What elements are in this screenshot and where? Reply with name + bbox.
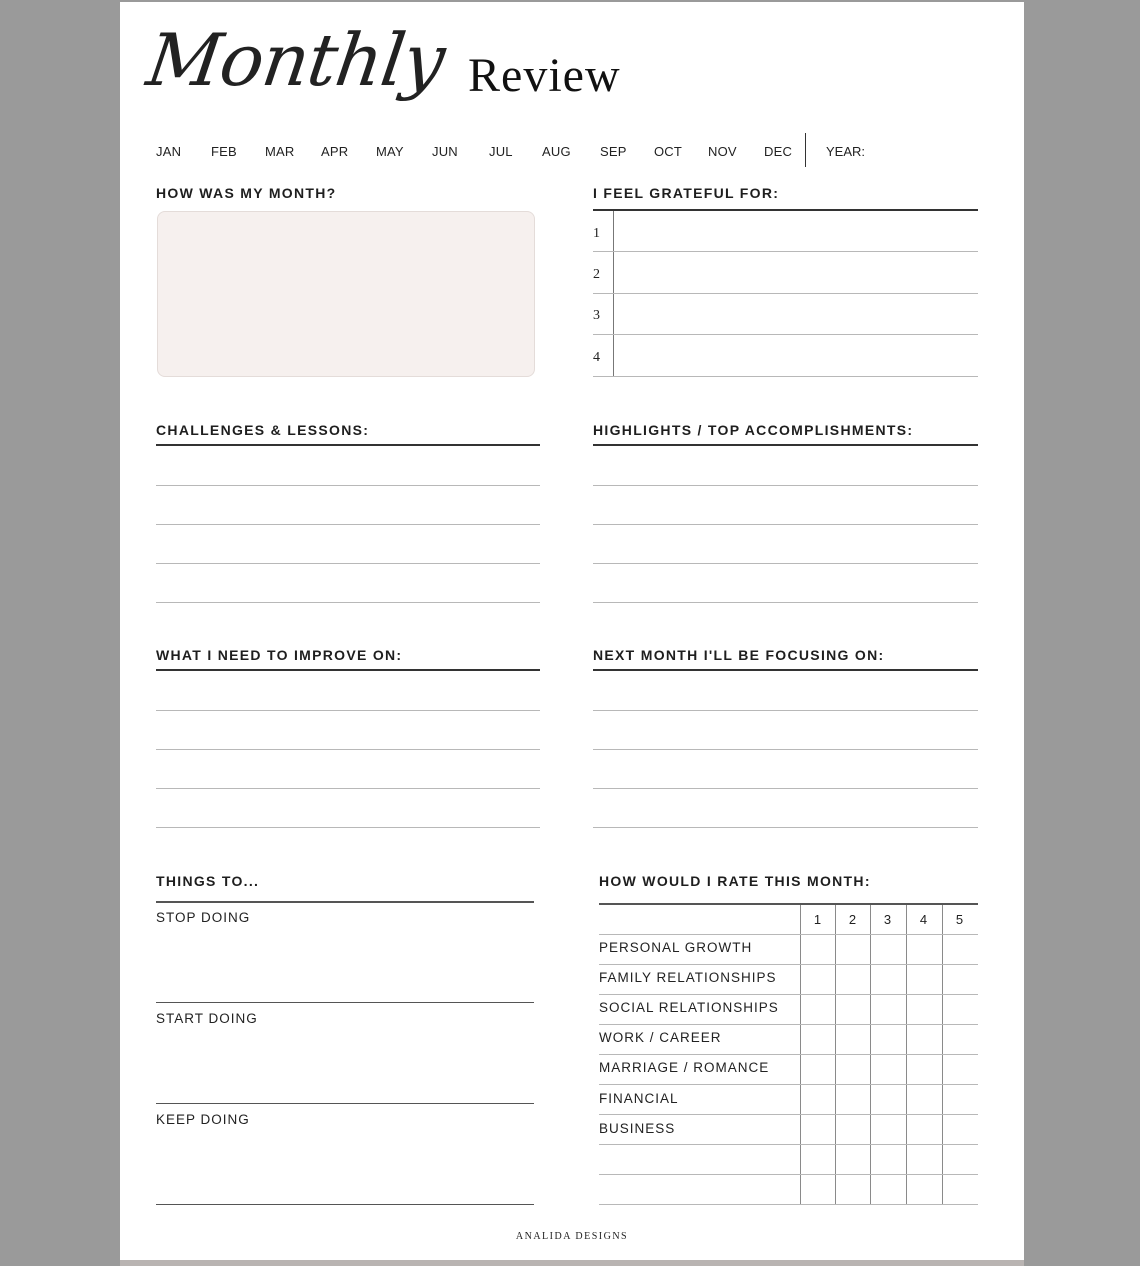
highlights-line[interactable] [593, 602, 978, 603]
next-month-line[interactable] [593, 749, 978, 750]
rating-row-line [599, 1144, 978, 1145]
title-script: Monthly [142, 18, 450, 102]
background-strip [120, 1260, 1024, 1266]
month-oct[interactable]: OCT [654, 144, 683, 159]
rating-category-marriage: MARRIAGE / ROMANCE [599, 1060, 770, 1075]
month-feb[interactable]: FEB [211, 144, 237, 159]
month-may[interactable]: MAY [376, 144, 404, 159]
month-nov[interactable]: NOV [708, 144, 737, 159]
rating-scale-3: 3 [883, 912, 892, 927]
rating-category-financial: FINANCIAL [599, 1091, 679, 1106]
improve-line[interactable] [156, 710, 540, 711]
rating-row-line [599, 1054, 978, 1055]
keep-doing-label: KEEP DOING [156, 1112, 250, 1127]
challenges-line[interactable] [156, 563, 540, 564]
next-month-line[interactable] [593, 710, 978, 711]
rating-category-work: WORK / CAREER [599, 1030, 722, 1045]
rating-row-line [599, 994, 978, 995]
month-aug[interactable]: AUG [542, 144, 571, 159]
grateful-line[interactable] [593, 293, 978, 294]
month-jun[interactable]: JUN [432, 144, 458, 159]
rating-scale-5: 5 [955, 912, 964, 927]
highlights-line[interactable] [593, 524, 978, 525]
challenges-top-rule [156, 444, 540, 446]
rating-row-line [599, 1084, 978, 1085]
grateful-line[interactable] [593, 334, 978, 335]
month-mar[interactable]: MAR [265, 144, 295, 159]
month-divider [805, 133, 806, 167]
rating-col-line [870, 905, 871, 1205]
highlights-top-rule [593, 444, 978, 446]
rating-scale-2: 2 [848, 912, 857, 927]
rating-scale-1: 1 [813, 912, 822, 927]
rating-row-line [599, 1114, 978, 1115]
next-month-line[interactable] [593, 788, 978, 789]
heading-how-was-my-month: HOW WAS MY MONTH? [156, 185, 337, 201]
month-jul[interactable]: JUL [489, 144, 513, 159]
start-doing-label: START DOING [156, 1011, 258, 1026]
rating-row-line [599, 1024, 978, 1025]
things-top-rule [156, 901, 534, 903]
month-notes-box[interactable] [157, 211, 535, 377]
highlights-line[interactable] [593, 563, 978, 564]
grateful-line[interactable] [593, 376, 978, 377]
rating-col-line [906, 905, 907, 1205]
keep-doing-line[interactable] [156, 1204, 534, 1205]
heading-improve: WHAT I NEED TO IMPROVE ON: [156, 647, 403, 663]
rating-row-line [599, 934, 978, 935]
rating-category-personal-growth: PERSONAL GROWTH [599, 940, 753, 955]
month-apr[interactable]: APR [321, 144, 349, 159]
highlights-line[interactable] [593, 485, 978, 486]
grateful-top-rule [593, 209, 978, 211]
stop-doing-label: STOP DOING [156, 910, 251, 925]
challenges-line[interactable] [156, 524, 540, 525]
challenges-line[interactable] [156, 485, 540, 486]
footer-brand: ANALIDA DESIGNS [515, 1231, 629, 1242]
heading-grateful: I FEEL GRATEFUL FOR: [593, 185, 780, 201]
challenges-line[interactable] [156, 602, 540, 603]
grateful-number: 3 [593, 308, 600, 323]
heading-highlights: HIGHLIGHTS / TOP ACCOMPLISHMENTS: [593, 422, 914, 438]
grateful-number-divider [613, 211, 614, 377]
grateful-number: 2 [593, 267, 600, 282]
month-dec[interactable]: DEC [764, 144, 793, 159]
improve-top-rule [156, 669, 540, 671]
rating-row-line [599, 1174, 978, 1175]
next-month-top-rule [593, 669, 978, 671]
grateful-number: 4 [593, 350, 600, 365]
rating-scale-4: 4 [919, 912, 928, 927]
heading-next-month: NEXT MONTH I'LL BE FOCUSING ON: [593, 647, 885, 663]
heading-rate-month: HOW WOULD I RATE THIS MONTH: [599, 873, 871, 889]
rating-col-line [942, 905, 943, 1205]
improve-line[interactable] [156, 788, 540, 789]
year-label[interactable]: YEAR: [826, 144, 866, 159]
rating-row-line [599, 1204, 978, 1205]
rating-row-line [599, 964, 978, 965]
improve-line[interactable] [156, 827, 540, 828]
rating-col-line [835, 905, 836, 1205]
rating-top-rule [599, 903, 978, 905]
start-doing-line[interactable] [156, 1103, 534, 1104]
next-month-line[interactable] [593, 827, 978, 828]
heading-challenges: CHALLENGES & LESSONS: [156, 422, 370, 438]
grateful-line[interactable] [593, 251, 978, 252]
rating-category-social: SOCIAL RELATIONSHIPS [599, 1000, 779, 1015]
review-page [120, 2, 1024, 1260]
stop-doing-line[interactable] [156, 1002, 534, 1003]
month-sep[interactable]: SEP [600, 144, 627, 159]
grateful-number: 1 [593, 226, 600, 241]
title-serif: Review [468, 49, 621, 102]
rating-category-business: BUSINESS [599, 1121, 676, 1136]
month-jan[interactable]: JAN [156, 144, 182, 159]
rating-category-family: FAMILY RELATIONSHIPS [599, 970, 777, 985]
rating-col-line [800, 905, 801, 1205]
heading-things-to: THINGS TO... [156, 873, 260, 889]
improve-line[interactable] [156, 749, 540, 750]
